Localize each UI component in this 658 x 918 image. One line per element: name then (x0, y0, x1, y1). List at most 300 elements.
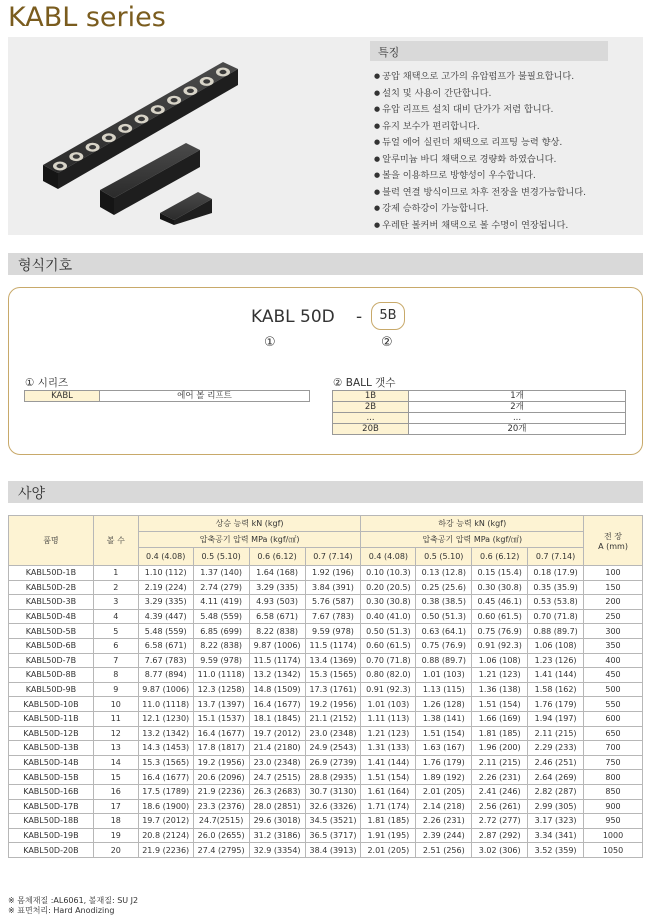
feature-item: ● 블럭 연결 방식이므로 차후 전장을 변경가능합니다. (374, 185, 639, 202)
page-title: KABL series (8, 2, 166, 33)
value-cell: 18.6 (1900) (138, 799, 193, 814)
value-cell: 1.64 (168) (249, 566, 305, 581)
model-code-box (8, 287, 643, 455)
value-cell: 1.61 (164) (361, 784, 416, 799)
value-cell: 7 (93, 653, 138, 668)
col-pressure-up: 압축공기 압력 MPa (kgf/㎠) (138, 532, 361, 548)
value-cell: 1.81 (185) (361, 814, 416, 829)
value-cell: 2.19 (224) (138, 580, 193, 595)
value-cell: 350 (584, 638, 643, 653)
value-cell: 13.2 (1342) (138, 726, 193, 741)
value-cell: 1.89 (192) (416, 770, 472, 785)
pressure-header: 0.7 (7.14) (528, 548, 584, 566)
value-cell: 1.26 (128) (416, 697, 472, 712)
table-row (9, 726, 643, 741)
model-cell: KABL50D-3B (9, 595, 94, 610)
value-cell: 2.87 (292) (472, 828, 528, 843)
value-cell: 2 (93, 580, 138, 595)
value-cell: 3.52 (359) (528, 843, 584, 858)
feature-item: ● 듀얼 에어 실린더 채택으로 리프팅 능력 향상. (374, 135, 639, 152)
value-cell: 750 (584, 755, 643, 770)
value-cell: 4.39 (447) (138, 609, 193, 624)
feature-item: ● 강제 승하강이 가능합니다. (374, 201, 639, 218)
value-cell: 32.9 (3354) (249, 843, 305, 858)
value-cell: 11 (93, 711, 138, 726)
model-cell: KABL50D-1B (9, 566, 94, 581)
table-row (9, 755, 643, 770)
model-code-heading: 형식기호 (8, 253, 643, 275)
value-cell: 0.63 (64.1) (416, 624, 472, 639)
value-cell: 20.8 (2124) (138, 828, 193, 843)
model-cell: KABL50D-10B (9, 697, 94, 712)
table-row (9, 668, 643, 683)
value-cell: 900 (584, 799, 643, 814)
value-cell: 2.01 (205) (416, 784, 472, 799)
value-cell: 21.4 (2180) (249, 741, 305, 756)
value-cell: 4 (93, 609, 138, 624)
value-cell: 1.92 (196) (305, 566, 361, 581)
value-cell: 21.1 (2152) (305, 711, 361, 726)
value-cell: 1.51 (154) (416, 726, 472, 741)
value-cell: 16.4 (1677) (249, 697, 305, 712)
table-row (9, 682, 643, 697)
value-cell: 0.91 (92.3) (361, 682, 416, 697)
value-cell: 850 (584, 784, 643, 799)
value-cell: 2.11 (215) (472, 755, 528, 770)
value-cell: 1.96 (200) (472, 741, 528, 756)
value-cell: 0.18 (17.9) (528, 566, 584, 581)
pressure-header: 0.6 (6.12) (472, 548, 528, 566)
value-cell: 19.2 (1956) (193, 755, 249, 770)
value-cell: 0.75 (76.9) (416, 638, 472, 653)
value-cell: 13 (93, 741, 138, 756)
value-cell: 3.29 (335) (138, 595, 193, 610)
ball (89, 145, 96, 149)
value-cell: 2.51 (256) (416, 843, 472, 858)
value-cell: 2.46 (251) (528, 755, 584, 770)
value-cell: 8.22 (838) (249, 624, 305, 639)
ball-code: 2B (333, 402, 409, 413)
ball (187, 89, 194, 93)
value-cell: 13.7 (1397) (193, 697, 249, 712)
value-cell: 26.0 (2655) (193, 828, 249, 843)
value-cell: 200 (584, 595, 643, 610)
value-cell: 0.25 (25.6) (416, 580, 472, 595)
col-length (584, 516, 643, 566)
value-cell: 250 (584, 609, 643, 624)
value-cell: 2.11 (215) (528, 726, 584, 741)
value-cell: 3.02 (306) (472, 843, 528, 858)
value-cell: 14 (93, 755, 138, 770)
feature-item: ● 알루미늄 바디 채택으로 경량화 하였습니다. (374, 152, 639, 169)
feature-item: ● 우레탄 볼커버 채택으로 볼 수명이 연장됩니다. (374, 218, 639, 235)
value-cell: 24.9 (2543) (305, 741, 361, 756)
value-cell: 18 (93, 814, 138, 829)
value-cell: 6 (93, 638, 138, 653)
value-cell: 32.6 (3326) (305, 799, 361, 814)
ball (138, 117, 145, 121)
value-cell: 5.48 (559) (193, 609, 249, 624)
value-cell: 17.8 (1817) (193, 741, 249, 756)
ball-code: ... (333, 413, 409, 424)
value-cell: 450 (584, 668, 643, 683)
table-row (9, 566, 643, 581)
model-code: KABL 50D (251, 307, 335, 327)
model-cell: KABL50D-8B (9, 668, 94, 683)
value-cell: 2.72 (277) (472, 814, 528, 829)
value-cell: 9.87 (1006) (138, 682, 193, 697)
value-cell: 7.67 (783) (138, 653, 193, 668)
feature-item: ● 설치 및 사용이 간단합니다. (374, 86, 639, 103)
value-cell: 1.23 (126) (528, 653, 584, 668)
ball (171, 98, 178, 102)
model-cell: KABL50D-13B (9, 741, 94, 756)
value-cell: 34.5 (3521) (305, 814, 361, 829)
value-cell: 950 (584, 814, 643, 829)
value-cell: 0.50 (51.3) (361, 624, 416, 639)
value-cell: 1.06 (108) (528, 638, 584, 653)
value-cell: 8 (93, 668, 138, 683)
table-row (9, 595, 643, 610)
value-cell: 13.4 (1369) (305, 653, 361, 668)
value-cell: 6.58 (671) (138, 638, 193, 653)
table-row (9, 697, 643, 712)
value-cell: 26.3 (2683) (249, 784, 305, 799)
value-cell: 0.38 (38.5) (416, 595, 472, 610)
value-cell: 1.01 (103) (361, 697, 416, 712)
value-cell: 100 (584, 566, 643, 581)
col-pressure-down: 압축공기 압력 MPa (kgf/㎠) (361, 532, 584, 548)
value-cell: 8.77 (894) (138, 668, 193, 683)
value-cell: 0.88 (89.7) (416, 653, 472, 668)
value-cell: 2.82 (287) (528, 784, 584, 799)
value-cell: 12 (93, 726, 138, 741)
model-cell: KABL50D-2B (9, 580, 94, 595)
model-code-option: 5B (371, 302, 405, 330)
value-cell: 6.85 (699) (193, 624, 249, 639)
ball-code: 20B (333, 424, 409, 435)
value-cell: 11.5 (1174) (249, 653, 305, 668)
value-cell: 1.31 (133) (361, 741, 416, 756)
series-label: ① 시리즈 (25, 377, 69, 389)
value-cell: 9.59 (978) (305, 624, 361, 639)
value-cell: 14.8 (1509) (249, 682, 305, 697)
value-cell: 1.76 (179) (416, 755, 472, 770)
model-cell: KABL50D-18B (9, 814, 94, 829)
value-cell: 500 (584, 682, 643, 697)
value-cell: 9 (93, 682, 138, 697)
value-cell: 1.36 (138) (472, 682, 528, 697)
value-cell: 700 (584, 741, 643, 756)
value-cell: 24.7 (2515) (249, 770, 305, 785)
value-cell: 0.60 (61.5) (361, 638, 416, 653)
value-cell: 0.75 (76.9) (472, 624, 528, 639)
value-cell: 1.63 (167) (416, 741, 472, 756)
value-cell: 5.76 (587) (305, 595, 361, 610)
col-up: 상승 능력 kN (kgf) (138, 516, 361, 532)
table-row (9, 580, 643, 595)
feature-item: ● 유압 리프트 설치 대비 단가가 저렴 합니다. (374, 102, 639, 119)
model-cell: KABL50D-5B (9, 624, 94, 639)
value-cell: 1.94 (197) (528, 711, 584, 726)
table-row (9, 741, 643, 756)
value-cell: 12.1 (1230) (138, 711, 193, 726)
ball-table (332, 390, 626, 435)
value-cell: 7.67 (783) (305, 609, 361, 624)
value-cell: 1.51 (154) (361, 770, 416, 785)
notes (8, 896, 138, 916)
value-cell: 3.17 (323) (528, 814, 584, 829)
features-list (374, 69, 639, 234)
value-cell: 1 (93, 566, 138, 581)
table-row (9, 828, 643, 843)
value-cell: 1.91 (195) (361, 828, 416, 843)
value-cell: 8.22 (838) (193, 638, 249, 653)
value-cell: 19.7 (2012) (249, 726, 305, 741)
value-cell: 2.64 (269) (528, 770, 584, 785)
model-cell: KABL50D-15B (9, 770, 94, 785)
ball (73, 154, 80, 158)
value-cell: 6.58 (671) (249, 609, 305, 624)
value-cell: 16 (93, 784, 138, 799)
pressure-header: 0.4 (4.08) (361, 548, 416, 566)
value-cell: 650 (584, 726, 643, 741)
value-cell: 19 (93, 828, 138, 843)
value-cell: 0.45 (46.1) (472, 595, 528, 610)
model-code-dash: - (356, 307, 363, 327)
note-surface: ※ 표면처리: Hard Anodizing (8, 906, 115, 915)
value-cell: 28.0 (2851) (249, 799, 305, 814)
value-cell: 1.81 (185) (472, 726, 528, 741)
ball (122, 126, 129, 130)
col-balls: 볼 수 (93, 516, 138, 566)
value-cell: 2.39 (244) (416, 828, 472, 843)
value-cell: 15.3 (1565) (305, 668, 361, 683)
marker-1: ① (264, 335, 276, 350)
value-cell: 20 (93, 843, 138, 858)
col-model: 품명 (9, 516, 94, 566)
value-cell: 2.99 (305) (528, 799, 584, 814)
value-cell: 1.51 (154) (472, 697, 528, 712)
value-cell: 1.71 (174) (361, 799, 416, 814)
value-cell: 1.41 (144) (528, 668, 584, 683)
value-cell: 21.9 (2236) (138, 843, 193, 858)
value-cell: 10 (93, 697, 138, 712)
value-cell: 0.91 (92.3) (472, 638, 528, 653)
value-cell: 21.9 (2236) (193, 784, 249, 799)
note-material: ※ 몸체재질 :AL6061, 볼재질: SU J2 (8, 896, 139, 905)
series-desc: 에어 볼 리프트 (100, 391, 310, 402)
value-cell: 17.3 (1761) (305, 682, 361, 697)
value-cell: 15.3 (1565) (138, 755, 193, 770)
value-cell: 5.48 (559) (138, 624, 193, 639)
value-cell: 11.0 (1118) (193, 668, 249, 683)
value-cell: 1.38 (141) (416, 711, 472, 726)
value-cell: 0.40 (41.0) (361, 609, 416, 624)
value-cell: 17.5 (1789) (138, 784, 193, 799)
value-cell: 0.70 (71.8) (528, 609, 584, 624)
value-cell: 2.41 (246) (472, 784, 528, 799)
ball-code: 1B (333, 391, 409, 402)
value-cell: 0.88 (89.7) (528, 624, 584, 639)
table-row (333, 413, 626, 424)
value-cell: 19.7 (2012) (138, 814, 193, 829)
ball-count: 20개 (409, 424, 626, 435)
ball (57, 164, 64, 168)
model-cell: KABL50D-20B (9, 843, 94, 858)
value-cell: 1.76 (179) (528, 697, 584, 712)
value-cell: 4.93 (503) (249, 595, 305, 610)
value-cell: 1.37 (140) (193, 566, 249, 581)
value-cell: 0.15 (15.4) (472, 566, 528, 581)
table-row (9, 843, 643, 858)
feature-item: ● 공압 채택으로 고가의 유압펌프가 불필요합니다. (374, 69, 639, 86)
value-cell: 1.21 (123) (472, 668, 528, 683)
pressure-header: 0.6 (6.12) (249, 548, 305, 566)
value-cell: 9.59 (978) (193, 653, 249, 668)
value-cell: 2.56 (261) (472, 799, 528, 814)
col-down: 하강 능력 kN (kgf) (361, 516, 584, 532)
value-cell: 2.14 (218) (416, 799, 472, 814)
value-cell: 1.11 (113) (361, 711, 416, 726)
value-cell: 27.4 (2795) (193, 843, 249, 858)
ball-count: 1개 (409, 391, 626, 402)
value-cell: 15.1 (1537) (193, 711, 249, 726)
marker-2: ② (381, 335, 393, 350)
value-cell: 28.8 (2935) (305, 770, 361, 785)
value-cell: 0.30 (30.8) (361, 595, 416, 610)
value-cell: 0.20 (20.5) (361, 580, 416, 595)
value-cell: 1050 (584, 843, 643, 858)
value-cell: 0.53 (53.8) (528, 595, 584, 610)
series-table (24, 390, 310, 402)
model-cell: KABL50D-17B (9, 799, 94, 814)
value-cell: 2.74 (279) (193, 580, 249, 595)
value-cell: 2.26 (231) (472, 770, 528, 785)
value-cell: 31.2 (3186) (249, 828, 305, 843)
table-row (9, 770, 643, 785)
value-cell: 550 (584, 697, 643, 712)
table-row (9, 814, 643, 829)
value-cell: 3 (93, 595, 138, 610)
table-row (9, 784, 643, 799)
value-cell: 150 (584, 580, 643, 595)
value-cell: 16.4 (1677) (193, 726, 249, 741)
table-row (25, 391, 310, 402)
col-length-unit: A (mm) (598, 541, 628, 551)
value-cell: 36.5 (3717) (305, 828, 361, 843)
ball-label: ② BALL 갯수 (333, 377, 396, 389)
value-cell: 16.4 (1677) (138, 770, 193, 785)
value-cell: 800 (584, 770, 643, 785)
ball (105, 136, 112, 140)
spec-body (9, 566, 643, 858)
model-cell: KABL50D-12B (9, 726, 94, 741)
feature-item: ● 볼을 이용하므로 방향성이 우수합니다. (374, 168, 639, 185)
value-cell: 0.50 (51.3) (416, 609, 472, 624)
value-cell: 29.6 (3018) (249, 814, 305, 829)
model-cell: KABL50D-14B (9, 755, 94, 770)
value-cell: 3.29 (335) (249, 580, 305, 595)
table-row (9, 711, 643, 726)
model-cell: KABL50D-6B (9, 638, 94, 653)
pressure-header: 0.5 (5.10) (193, 548, 249, 566)
table-row (333, 391, 626, 402)
value-cell: 1.21 (123) (361, 726, 416, 741)
value-cell: 1.13 (115) (416, 682, 472, 697)
value-cell: 14.3 (1453) (138, 741, 193, 756)
value-cell: 24.7(2515) (193, 814, 249, 829)
value-cell: 1.10 (112) (138, 566, 193, 581)
value-cell: 0.30 (30.8) (472, 580, 528, 595)
value-cell: 2.26 (231) (416, 814, 472, 829)
pressure-header: 0.4 (4.08) (138, 548, 193, 566)
value-cell: 11.5 (1174) (305, 638, 361, 653)
model-cell: KABL50D-11B (9, 711, 94, 726)
value-cell: 12.3 (1258) (193, 682, 249, 697)
value-cell: 0.35 (35.9) (528, 580, 584, 595)
value-cell: 3.84 (391) (305, 580, 361, 595)
table-row (9, 799, 643, 814)
features-heading: 특징 (370, 41, 608, 61)
value-cell: 0.80 (82.0) (361, 668, 416, 683)
feature-item: ● 유지 보수가 편리합니다. (374, 119, 639, 136)
value-cell: 0.60 (61.5) (472, 609, 528, 624)
value-cell: 38.4 (3913) (305, 843, 361, 858)
value-cell: 9.87 (1006) (249, 638, 305, 653)
table-row (9, 653, 643, 668)
spec-table (8, 515, 643, 858)
table-row (9, 638, 643, 653)
value-cell: 400 (584, 653, 643, 668)
value-cell: 19.2 (1956) (305, 697, 361, 712)
value-cell: 17 (93, 799, 138, 814)
value-cell: 2.29 (233) (528, 741, 584, 756)
model-cell: KABL50D-4B (9, 609, 94, 624)
table-row (333, 402, 626, 413)
ball-count: ... (409, 413, 626, 424)
model-cell: KABL50D-7B (9, 653, 94, 668)
value-cell: 5 (93, 624, 138, 639)
value-cell: 0.13 (12.8) (416, 566, 472, 581)
pressure-header: 0.7 (7.14) (305, 548, 361, 566)
col-length-label: 전 장 (604, 531, 623, 541)
value-cell: 2.01 (205) (361, 843, 416, 858)
model-cell: KABL50D-19B (9, 828, 94, 843)
table-row (9, 609, 643, 624)
table-row (9, 624, 643, 639)
value-cell: 20.6 (2096) (193, 770, 249, 785)
ball (220, 70, 227, 74)
value-cell: 23.0 (2348) (305, 726, 361, 741)
table-row (333, 424, 626, 435)
model-cell: KABL50D-16B (9, 784, 94, 799)
value-cell: 15 (93, 770, 138, 785)
feature-panel (8, 37, 643, 235)
model-cell: KABL50D-9B (9, 682, 94, 697)
value-cell: 1.41 (144) (361, 755, 416, 770)
value-cell: 26.9 (2739) (305, 755, 361, 770)
value-cell: 1.58 (162) (528, 682, 584, 697)
pressure-header: 0.5 (5.10) (416, 548, 472, 566)
value-cell: 4.11 (419) (193, 595, 249, 610)
value-cell: 23.0 (2348) (249, 755, 305, 770)
ball-count: 2개 (409, 402, 626, 413)
spec-heading: 사양 (8, 481, 643, 503)
product-image (38, 47, 358, 227)
value-cell: 30.7 (3130) (305, 784, 361, 799)
ball (203, 79, 210, 83)
